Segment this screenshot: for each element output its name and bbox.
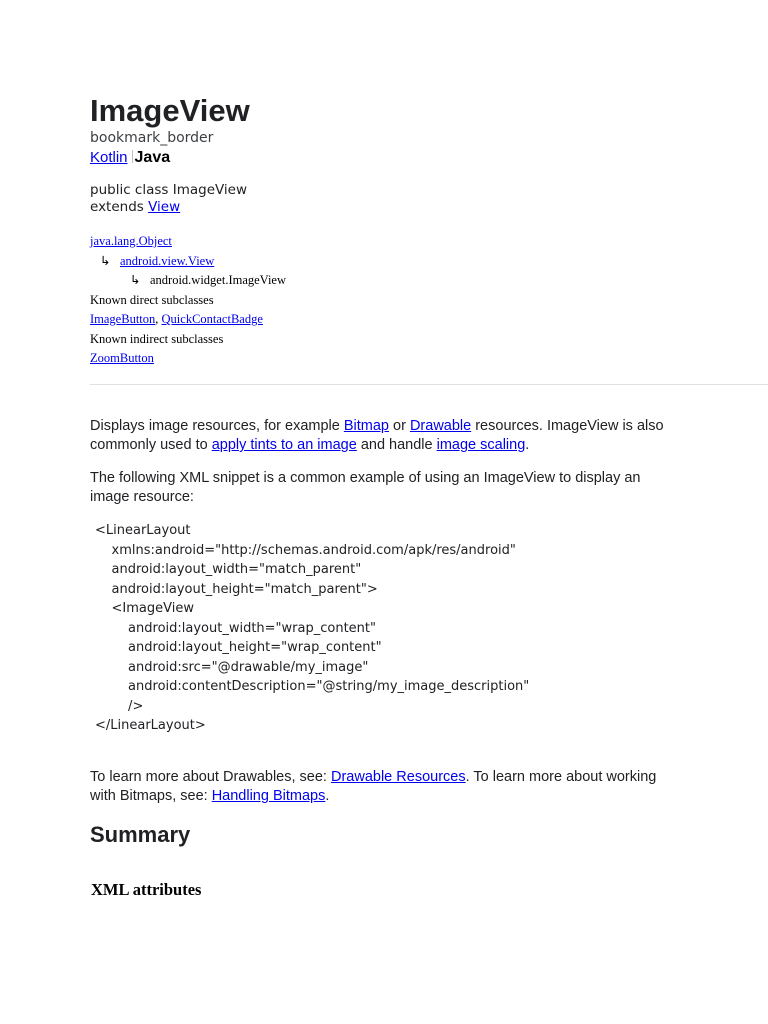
xml-attributes-heading: XML attributes bbox=[91, 880, 202, 899]
inheritance-arrow-icon: ↳ bbox=[100, 253, 111, 268]
subclass-zoombutton-link[interactable]: ZoomButton bbox=[90, 351, 154, 365]
bitmap-link[interactable]: Bitmap bbox=[343, 418, 389, 434]
image-scaling-link[interactable]: image scaling bbox=[436, 437, 526, 453]
inheritance-arrow-icon: ↳ bbox=[130, 273, 141, 287]
code-line: android:layout_width="match_parent" bbox=[95, 562, 362, 577]
declaration-line: public class ImageView bbox=[90, 182, 248, 198]
extends-keyword: extends bbox=[90, 199, 149, 215]
learn-more-text: . bbox=[325, 788, 330, 804]
code-line: android:layout_height="wrap_content" bbox=[95, 640, 382, 655]
intro-text: or bbox=[389, 418, 410, 434]
xml-code-block bbox=[95, 521, 529, 736]
indirect-subclasses-label: Known indirect subclasses bbox=[90, 331, 224, 346]
intro-paragraph bbox=[90, 417, 680, 455]
indirect-subclasses-list bbox=[90, 349, 670, 369]
drawable-link[interactable]: Drawable bbox=[409, 418, 472, 434]
class-hierarchy bbox=[90, 232, 670, 369]
code-line: /> bbox=[95, 698, 144, 714]
subclass-quickcontactbadge-link[interactable]: QuickContactBadge bbox=[161, 312, 263, 326]
learn-more-text: . To learn more about working with Bitmaps, see: bbox=[90, 769, 657, 804]
extends-view-link[interactable]: View bbox=[148, 199, 181, 215]
code-line: android:src="@drawable/my_image" bbox=[95, 659, 369, 675]
code-line: <ImageView bbox=[95, 601, 194, 616]
intro-text: resources. ImageView is also commonly used to bbox=[90, 418, 664, 453]
subclass-imagebutton-link[interactable]: ImageButton bbox=[90, 312, 156, 326]
subclass-separator: , bbox=[155, 312, 162, 326]
extends-line bbox=[90, 199, 670, 216]
code-line: android:layout_height="match_parent"> bbox=[95, 581, 378, 597]
code-line: <LinearLayout bbox=[95, 523, 191, 538]
summary-heading: Summary bbox=[90, 822, 191, 847]
learn-more-paragraph bbox=[90, 768, 680, 806]
code-line: android:contentDescription="@string/my_image_description" bbox=[95, 679, 530, 694]
bookmark-border-icon[interactable]: bookmark_border bbox=[90, 130, 214, 146]
direct-subclasses-label: Known direct subclasses bbox=[90, 292, 214, 307]
apply-tints-link[interactable]: apply tints to an image bbox=[211, 437, 357, 453]
page-title: ImageView bbox=[90, 93, 250, 128]
learn-more-text: To learn more about Drawables, see: bbox=[90, 769, 331, 785]
code-line: </LinearLayout> bbox=[95, 718, 206, 733]
tab-kotlin[interactable]: Kotlin bbox=[90, 149, 128, 166]
code-line: xmlns:android="http://schemas.android.com/apk/res/android" bbox=[95, 542, 516, 558]
code-line: android:layout_width="wrap_content" bbox=[95, 620, 376, 636]
class-header bbox=[90, 92, 670, 369]
intro-text: and handle bbox=[356, 437, 437, 453]
hierarchy-object-link[interactable]: java.lang.Object bbox=[90, 234, 172, 248]
intro-text: Displays image resources, for example bbox=[90, 418, 344, 434]
drawable-resources-link[interactable]: Drawable Resources bbox=[331, 769, 466, 785]
hierarchy-view-link[interactable]: android.view.View bbox=[120, 253, 215, 268]
handling-bitmaps-link[interactable]: Handling Bitmaps bbox=[211, 788, 326, 804]
intro-text: . bbox=[525, 437, 530, 453]
section-divider bbox=[90, 384, 768, 385]
hierarchy-current-class: android.widget.ImageView bbox=[150, 273, 287, 287]
language-separator bbox=[132, 150, 133, 163]
snippet-intro-paragraph: The following XML snippet is a common example of using an ImageView to display an image resource: bbox=[90, 470, 641, 505]
language-switcher bbox=[90, 148, 670, 168]
tab-java[interactable]: Java bbox=[134, 149, 171, 166]
direct-subclasses-list bbox=[90, 310, 670, 330]
class-declaration bbox=[90, 182, 670, 216]
